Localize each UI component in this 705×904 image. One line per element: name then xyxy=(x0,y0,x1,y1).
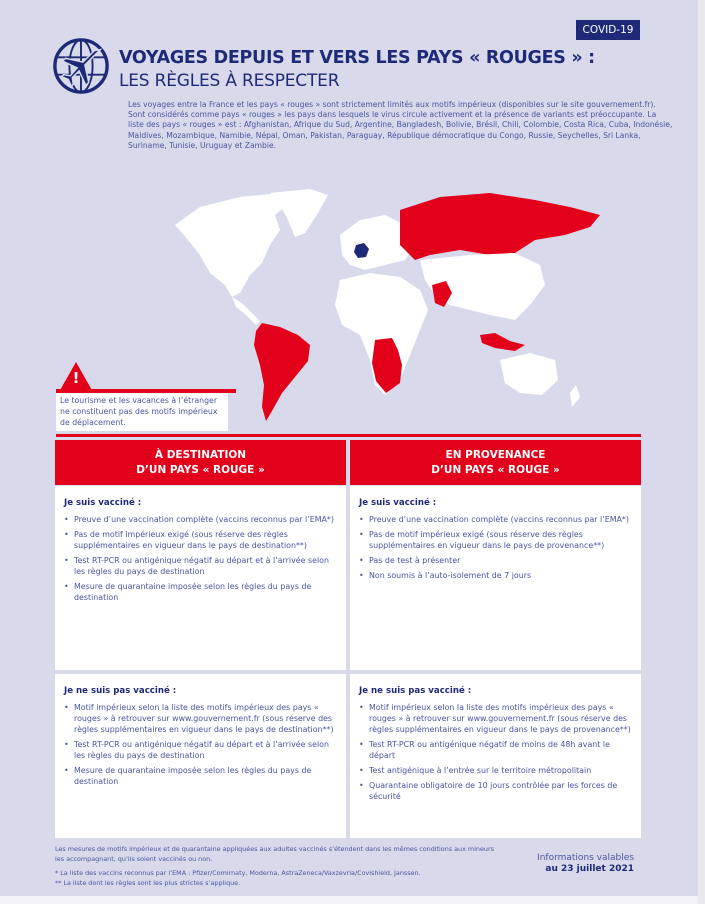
map-south-america xyxy=(254,323,310,421)
list-item: • Motif impérieux selon la liste des motifs impérieux des pays « rouges » à retrouver sur www.gouvernement.fr (sous réserve des règles supplémentaires en vigueur dans le pays de provenance**) xyxy=(359,702,633,735)
list-item: • Test RT-PCR ou antigénique négatif au départ et à l’arrivée selon les règles du pays de destination xyxy=(64,555,338,577)
card-title: Je ne suis pas vacciné : xyxy=(64,686,177,696)
provenance-vaccinated-card xyxy=(350,486,641,670)
divider xyxy=(56,434,641,437)
list-item: • Mesure de quarantaine imposée selon les règles du pays de destination xyxy=(64,765,338,787)
map-russia xyxy=(400,193,600,260)
list-item: • Pas de motif impérieux exigé (sous réserve des règles supplémentaires en vigueur dans le pays de provenance**) xyxy=(359,529,633,551)
validity-label: Informations valables xyxy=(537,853,634,863)
header-line-1: À DESTINATION xyxy=(154,448,247,461)
footer-note: Les mesures de motifs impérieux et de quarantaine appliquées aux adultes vaccinés s’étendent dans les mêmes conditions aux mineurs les accompagnant, qu’ils soient vaccinés ou non. xyxy=(55,845,494,863)
footnote-2: ** La liste dont les règles sont les plus strictes s’applique. xyxy=(55,878,241,887)
footer-notes xyxy=(55,845,495,888)
world-map xyxy=(170,185,615,425)
intro-paragraph-1: Les voyages entre la France et les pays « rouges » sont strictement limités aux motifs impérieux (disponibles sur le site gouvernement.fr). xyxy=(128,100,656,109)
destination-vaccinated-card xyxy=(55,486,346,670)
intro-paragraph-2: Sont considérés comme pays « rouges » les pays dans lesquels le virus circule activement et la présence de variants est préoccupante. La liste des pays « rouges » est : Afghanistan, Afrique du Sud, Argentine, Bangladesh, Bolivie, Brésil, Chili, Colombie, Costa Rica, Cuba, Indonésie, Maldives, Mozambique, Namibie, Népal, Oman, Pakistan, Paraguay, République démocratique du Congo, Russie, Seychelles, Sri Lanka, Suriname, Tunisie, Uruguay et Zambie. xyxy=(128,110,673,150)
map-new-zealand xyxy=(570,385,580,407)
list-item: • Preuve d’une vaccination complète (vaccins reconnus par l’EMA*) xyxy=(64,514,338,525)
warning-symbol: ! xyxy=(72,369,80,387)
page-subtitle: LES RÈGLES À RESPECTER xyxy=(119,71,340,91)
warning-callout xyxy=(56,362,236,434)
destination-unvaccinated-card xyxy=(55,674,346,838)
list-item: • Non soumis à l’auto-isolement de 7 jours xyxy=(359,570,633,581)
header-line-2: D’UN PAYS « ROUGE » xyxy=(431,463,560,476)
column-header-provenance xyxy=(350,440,641,485)
list-item: • Test RT-PCR ou antigénique négatif de moins de 48h avant le départ xyxy=(359,739,633,761)
provenance-unvaccinated-card xyxy=(350,674,641,838)
list-item: • Preuve d’une vaccination complète (vaccins reconnus par l’EMA*) xyxy=(359,514,633,525)
footnote-1: * La liste des vaccins reconnus par l’EMA : Pfizer/Comirnaty, Moderna, AstraZeneca/Vaxzevria/Covishield, Janssen. xyxy=(55,869,421,877)
list-item: • Motif impérieux selon la liste des motifs impérieux des pays « rouges » à retrouver sur www.gouvernement.fr (sous réserve des règles supplémentaires en vigueur dans le pays de destination**) xyxy=(64,702,338,735)
page-edge xyxy=(698,0,705,904)
card-title: Je suis vacciné : xyxy=(64,498,142,508)
card-title: Je suis vacciné : xyxy=(359,498,437,508)
header-line-1: EN PROVENANCE xyxy=(445,448,546,461)
list-item: • Quarantaine obligatoire de 10 jours contrôlée par les forces de sécurité xyxy=(359,780,633,802)
validity-date: au 23 juillet 2021 xyxy=(545,864,634,874)
card-title: Je ne suis pas vacciné : xyxy=(359,686,472,696)
map-australia xyxy=(500,353,558,395)
covid-badge: COVID-19 xyxy=(576,20,640,40)
validity-info xyxy=(537,853,634,875)
column-header-destination xyxy=(55,440,346,485)
page-title: VOYAGES DEPUIS ET VERS LES PAYS « ROUGES » : xyxy=(119,48,595,68)
header-line-2: D’UN PAYS « ROUGE » xyxy=(136,463,265,476)
list-item: • Mesure de quarantaine imposée selon les règles du pays de destination xyxy=(64,581,338,603)
globe-airplane-icon xyxy=(52,37,110,95)
map-indonesia-red xyxy=(480,333,525,351)
map-central-america xyxy=(232,297,260,325)
list-item: • Pas de test à présenter xyxy=(359,555,633,566)
list-item: • Pas de motif impérieux exigé (sous réserve des règles supplémentaires en vigueur dans le pays de destination**) xyxy=(64,529,338,551)
list-item: • Test antigénique à l’entrée sur le territoire métropolitain xyxy=(359,765,633,776)
list-item: • Test RT-PCR ou antigénique négatif au départ et à l’arrivée selon les règles du pays de destination xyxy=(64,739,338,761)
warning-text: Le tourisme et les vacances à l’étranger ne constituent pas des motifs impérieux de déplacement. xyxy=(56,393,228,431)
intro-text xyxy=(128,100,673,151)
map-north-america xyxy=(175,193,290,297)
